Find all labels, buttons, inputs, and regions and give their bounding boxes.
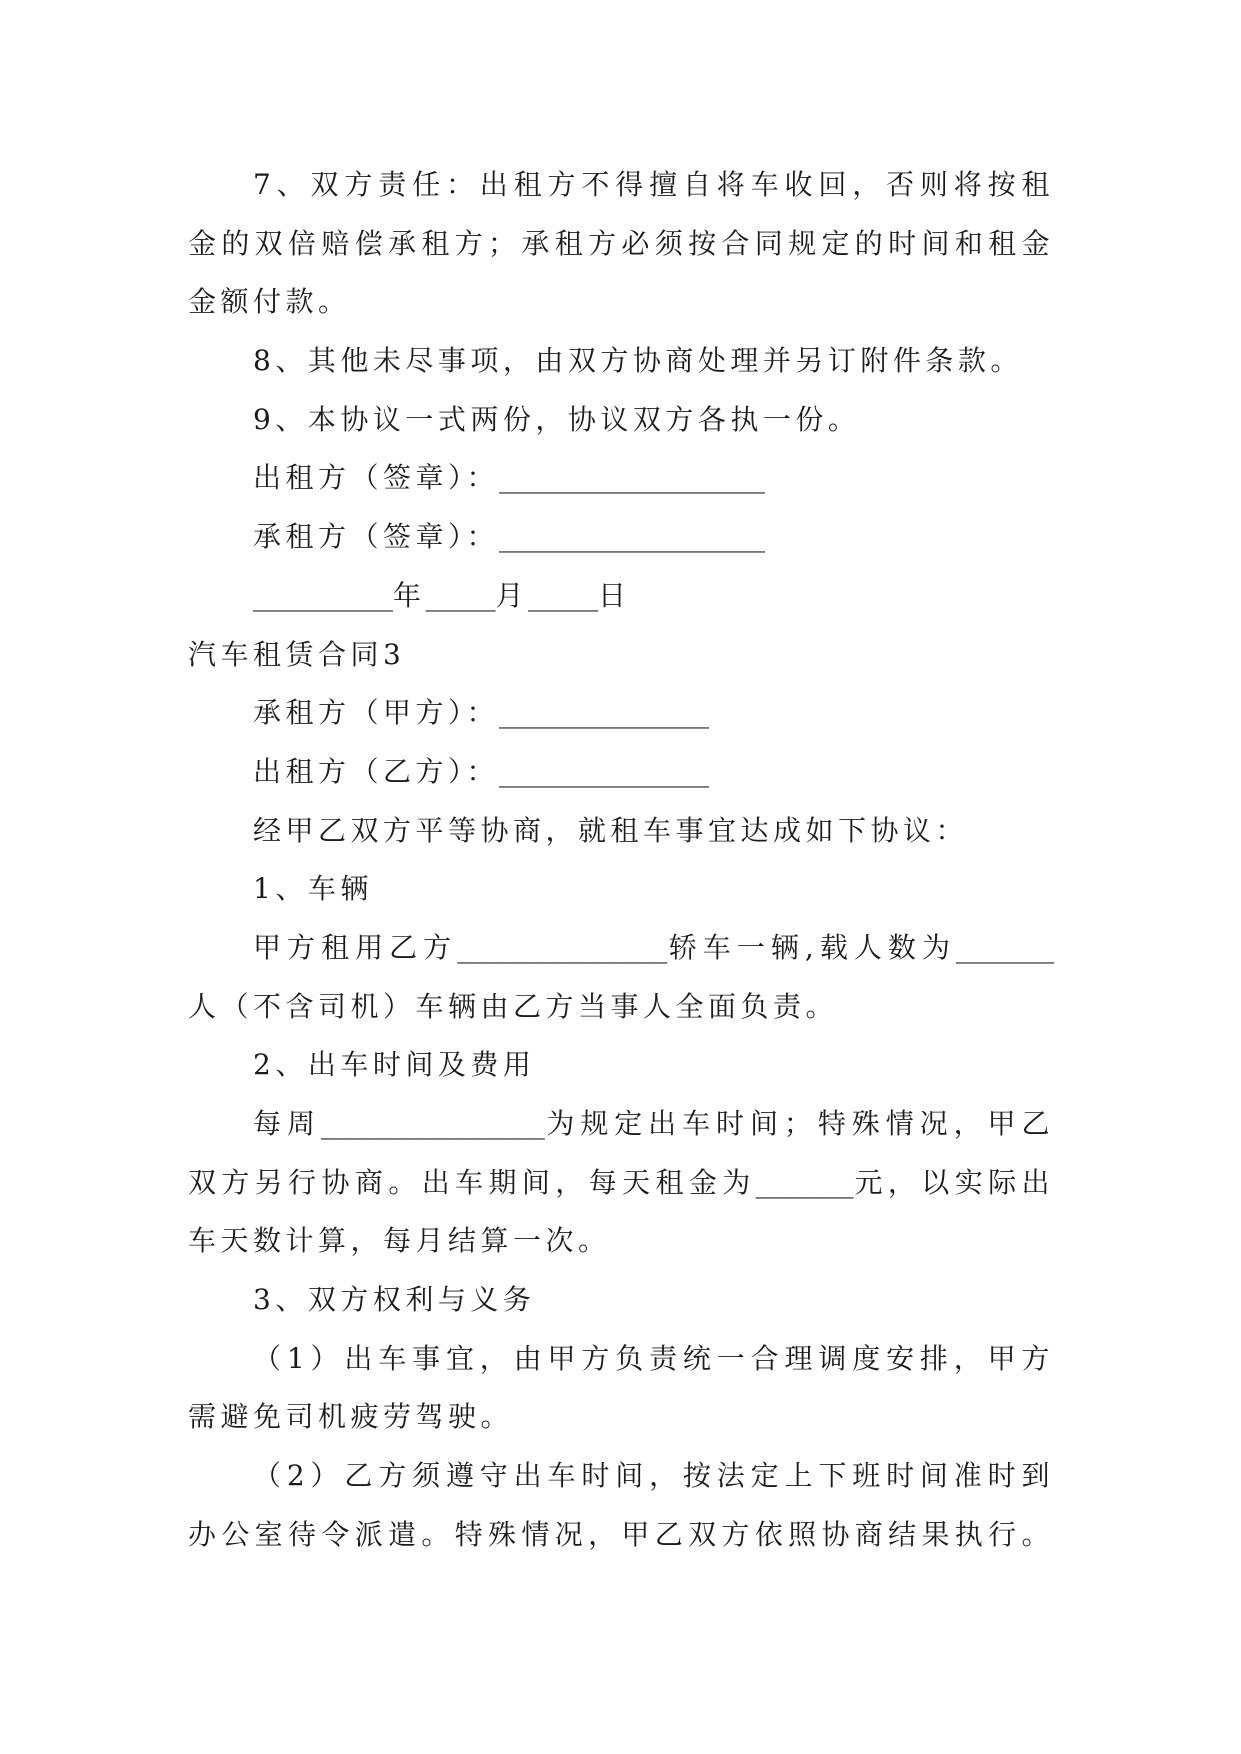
clause-7-line-2: 金的双倍赔偿承租方；承租方必须按合同规定的时间和租金 [188,226,1054,260]
lessor-signature-line: 出租方（签章）：___________________ [253,461,766,495]
section-1-line-1: 甲方租用乙方_______________轿车一辆,载人数为_______ [253,930,1054,964]
fill-in-blank: _______ [755,1165,854,1199]
section-2-heading: 2、出车时间及费用 [253,1048,536,1082]
section-2-line-2: 双方另行协商。出车期间，每天租金为_______元，以实际出 [188,1165,1054,1199]
previous-contract-closing [188,156,1054,626]
fill-in-blank: __________ [253,578,393,612]
clause-8-text: 8、其他未尽事项，由双方协商处理并另订附件条款。 [253,344,1023,378]
section-3-item-1 [188,1330,1054,1447]
fill-in-blank: _______________ [499,754,710,788]
signing-date-line: __________年_____月_____日 [253,578,631,612]
clause-9-text: 9、本协议一式两份，协议双方各执一份。 [253,402,861,436]
contract-3-title: 汽车租赁合同3 [188,637,406,671]
section-3-item-2-line-2: 办公室待令派遣。特殊情况，甲乙双方依照协商结果执行。 [188,1517,1054,1551]
fill-in-blank: _______ [955,930,1054,964]
lessee-party-a-line: 承租方（甲方）：_______________ [253,696,710,730]
section-3-item-1-line-2: 需避免司机疲劳驾驶。 [188,1400,514,1434]
fill-in-blank: _______________ [499,696,710,730]
section-3-item-2-line-1: （2）乙方须遵守出车时间，按法定上下班时间准时到 [253,1459,1054,1493]
section-1-paragraph [188,919,1054,1036]
section-1-heading: 1、车辆 [253,872,373,906]
section-3-item-2 [188,1447,1054,1564]
section-2-paragraph [188,1095,1054,1271]
clause-7-line-1: 7、双方责任：出租方不得擅自将车收回，否则将按租 [253,168,1054,201]
lessor-party-b-line: 出租方（乙方）：_______________ [253,754,710,788]
fill-in-blank: ___________________ [499,520,766,554]
lessee-signature-line: 承租方（签章）：___________________ [253,520,766,554]
fill-in-blank: _____ [425,578,496,612]
fill-in-blank: ________________ [320,1107,545,1140]
fill-in-blank: ___________________ [499,461,766,495]
document-body [188,156,1054,1565]
fill-in-blank: _______________ [457,930,668,964]
section-3-item-1-line-1: （1）出车事宜，由甲方负责统一合理调度安排，甲方 [253,1341,1054,1375]
section-2-line-3: 车天数计算，每月结算一次。 [188,1224,611,1258]
clause-7 [188,156,1054,332]
section-1-line-2: 人（不含司机）车辆由乙方当事人全面负责。 [188,989,839,1023]
preamble-text: 经甲乙双方平等协商，就租车事宜达成如下协议： [253,813,969,847]
fill-in-blank: _____ [528,578,599,612]
section-3-heading: 3、双方权利与义务 [253,1283,536,1317]
contract-3-section [188,626,1054,1565]
clause-7-line-3: 金额付款。 [188,285,351,319]
section-2-line-1: 每周________________为规定出车时间；特殊情况，甲乙 [253,1107,1054,1140]
